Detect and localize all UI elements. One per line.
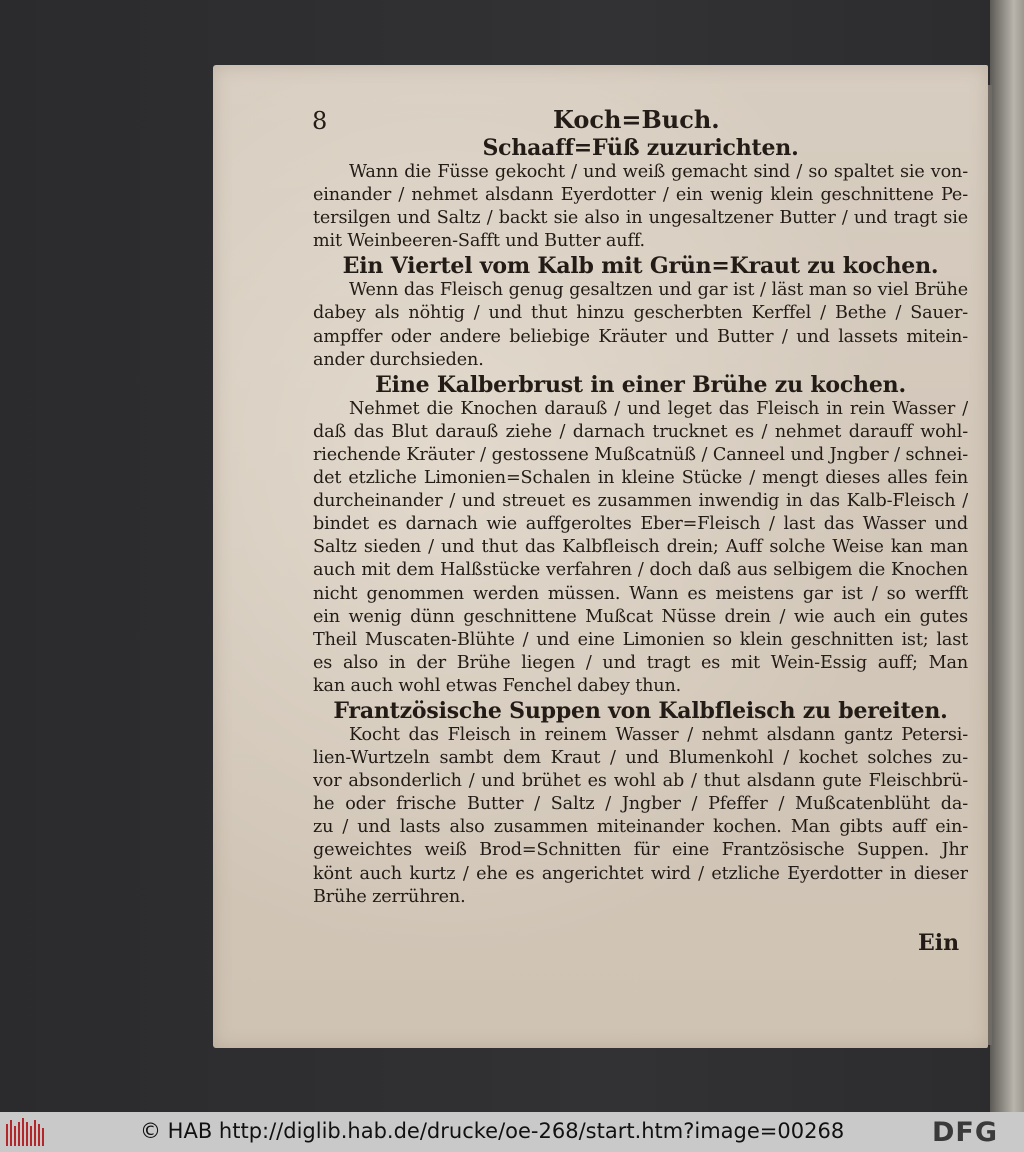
section-paragraph <box>313 161 968 253</box>
section-heading: Eine Kalberbrust in einer Brühe zu kochen. <box>375 371 906 398</box>
text-line: ander durchsieden. <box>313 349 484 370</box>
text-line: könt auch kurtz / ehe es angerichtet wird / etzliche Eyerdotter in dieser <box>313 863 968 884</box>
running-head: Koch=Buch. <box>553 105 720 134</box>
text-line: he oder frische Butter / Saltz / Jngber / Pfeffer / Mußcatenblüht da- <box>313 794 968 815</box>
text-line: nicht genommen werden müssen. Wann es meistens gar ist / so werfft <box>313 583 968 604</box>
text-line: riechende Kräuter / gestossene Mußcatnüß / Canneel und Jngber / schnei- <box>313 444 968 465</box>
text-line: Theil Muscaten-Blühte / und eine Limonien so klein geschnitten ist; last <box>313 629 968 650</box>
text-line: geweichtes weiß Brod=Schnitten für eine Frantzösische Suppen. Jhr <box>313 840 968 861</box>
book-page <box>213 65 988 1048</box>
footer-bar <box>0 1112 1024 1152</box>
text-line: Nehmet die Knochen darauß / und leget das Fleisch in rein Wasser / <box>349 398 968 419</box>
adjacent-page-edge <box>990 0 1024 1112</box>
section-paragraph <box>313 279 968 371</box>
text-line: einander / nehmet alsdann Eyerdotter / ein wenig klein geschnittene Pe- <box>313 185 968 206</box>
text-line: tersilgen und Saltz / backt sie also in ungesaltzener Butter / und tragt sie <box>313 208 968 229</box>
text-line: dabey als nöhtig / und thut hinzu gescherbten Kerffel / Bethe / Sauer- <box>313 303 968 324</box>
text-line: kan auch wohl etwas Fenchel dabey thun. <box>313 675 682 696</box>
text-line: Wenn das Fleisch genug gesaltzen und gar ist / läst man so viel Brühe <box>349 280 968 301</box>
text-line: lien-Wurtzeln sambt dem Kraut / und Blumenkohl / kochet solches zu- <box>313 748 968 769</box>
hab-logo-icon <box>4 1116 48 1148</box>
text-line: vor absonderlich / und brühet es wohl ab / thut alsdann gute Fleischbrü- <box>313 771 968 792</box>
text-line: det etzliche Limonien=Schalen in kleine Stücke / mengt dieses alles fein <box>313 468 968 489</box>
text-line: mit Weinbeeren-Safft und Butter auff. <box>313 231 645 252</box>
page-number: 8 <box>312 107 328 135</box>
text-line: auch mit dem Halßstücke verfahren / doch daß aus selbigem die Knochen <box>313 560 968 581</box>
text-line: es also in der Brühe liegen / und tragt es mit Wein-Essig auff; Man <box>313 652 968 673</box>
text-line: Kocht das Fleisch in reinem Wasser / nehmt alsdann gantz Petersi- <box>349 724 968 745</box>
page-text <box>313 135 968 909</box>
text-line: bindet es darnach wie auffgeroltes Eber=Fleisch / last das Wasser und <box>313 514 968 535</box>
text-line: Saltz sieden / und thut das Kalbfleisch drein; Auff solche Weise kan man <box>313 537 968 558</box>
text-line: Brühe zerrühren. <box>313 886 466 907</box>
text-line: daß das Blut darauß ziehe / darnach trucknet es / nehmet darauff wohl- <box>313 421 968 442</box>
section-heading: Ein Viertel vom Kalb mit Grün=Kraut zu kochen. <box>342 253 939 280</box>
section-heading: Schaaff=Füß zuzurichten. <box>482 135 799 161</box>
text-line: Wann die Füsse gekocht / und weiß gemacht sind / so spaltet sie von- <box>349 162 968 182</box>
section-heading: Frantzösische Suppen von Kalbfleisch zu bereiten. <box>333 697 948 724</box>
catchword: Ein <box>918 930 960 956</box>
section-paragraph <box>313 398 968 698</box>
footer-source-link[interactable]: © HAB http://diglib.hab.de/drucke/oe-268/start.htm?image=00268 <box>140 1119 845 1143</box>
section-paragraph <box>313 724 968 909</box>
text-line: ein wenig dünn geschnittene Mußcat Nüsse drein / wie auch ein gutes <box>313 606 968 627</box>
text-line: durcheinander / und streuet es zusammen inwendig in das Kalb-Fleisch / <box>313 491 968 512</box>
text-line: ampffer oder andere beliebige Kräuter und Butter / und lassets mitein- <box>313 326 968 347</box>
text-line: zu / und lasts also zusammen miteinander kochen. Man gibts auff ein- <box>313 817 968 838</box>
dfg-logo: DFG <box>932 1117 999 1148</box>
